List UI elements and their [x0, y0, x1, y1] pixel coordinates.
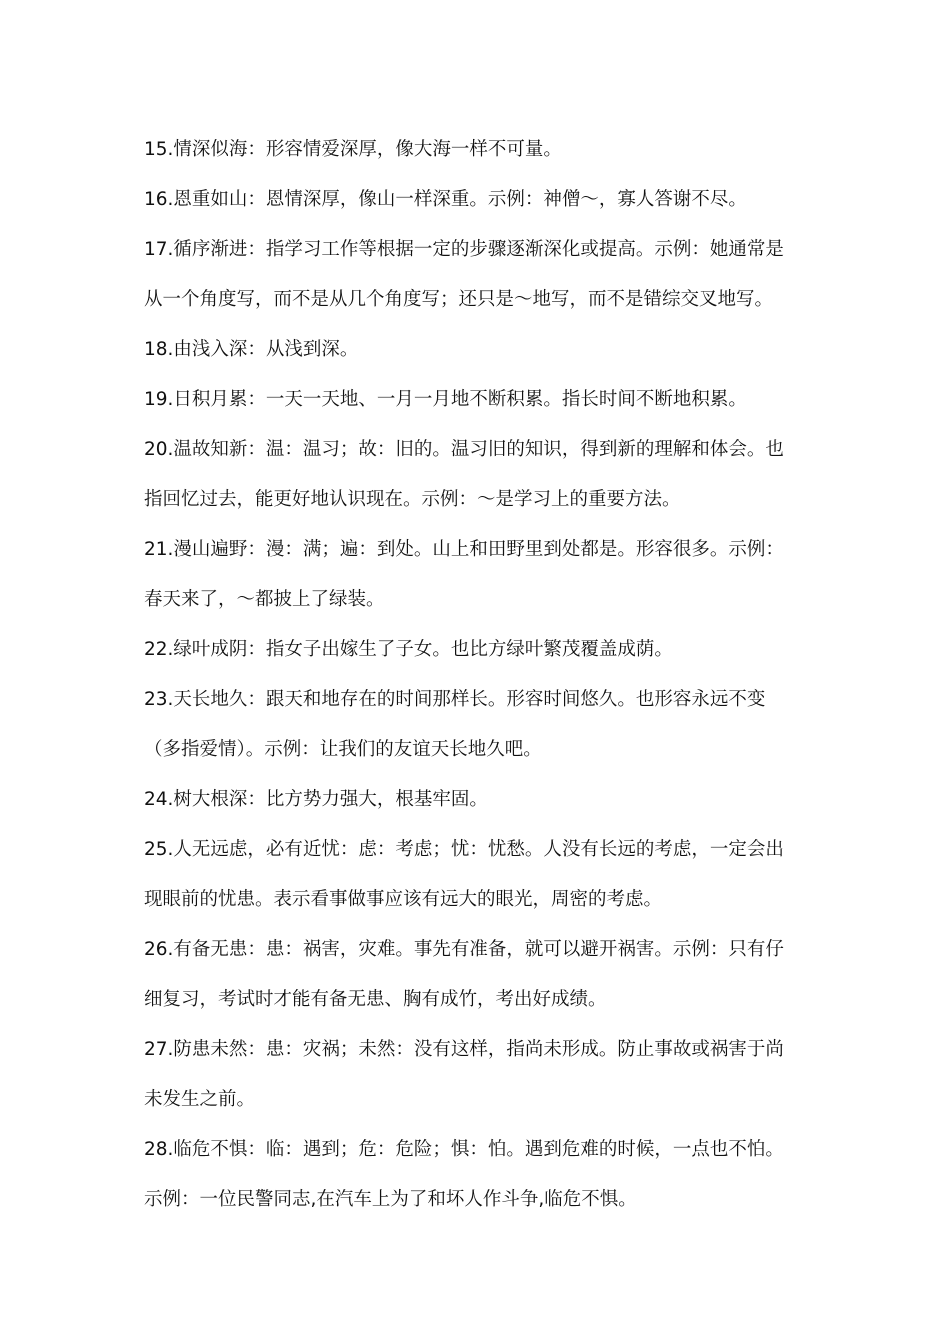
text-line: 15.情深似海：形容情爱深厚，像大海一样不可量。: [144, 139, 562, 160]
text-line: 17.循序渐进：指学习工作等根据一定的步骤逐渐深化或提高。示例：她通常是: [144, 239, 784, 260]
text-line: 示例：一位民警同志,在汽车上为了和坏人作斗争,临危不惧。: [144, 1189, 637, 1210]
text-line: 22.绿叶成阴：指女子出嫁生了子女。也比方绿叶繁茂覆盖成荫。: [144, 639, 673, 660]
text-line: 20.温故知新：温：温习；故：旧的。温习旧的知识，得到新的理解和体会。也: [144, 439, 784, 460]
text-line: 24.树大根深：比方势力强大，根基牢固。: [144, 789, 488, 810]
text-line: 春天来了，～都披上了绿装。: [144, 589, 385, 610]
text-line: 25.人无远虑，必有近忧：虑：考虑；忧：忧愁。人没有长远的考虑，一定会出: [144, 839, 784, 860]
text-line: 27.防患未然：患：灾祸；未然：没有这样，指尚未形成。防止事故或祸害于尚: [144, 1039, 784, 1060]
text-line: 16.恩重如山：恩情深厚，像山一样深重。示例：神僧～，寡人答谢不尽。: [144, 189, 747, 210]
text-line: 指回忆过去，能更好地认识现在。示例：～是学习上的重要方法。: [144, 489, 681, 510]
text-line: 从一个角度写，而不是从几个角度写；还只是～地写，而不是错综交叉地写。: [144, 289, 774, 310]
text-line: 未发生之前。: [144, 1089, 256, 1110]
text-line: 26.有备无患：患：祸害，灾难。事先有准备，就可以避开祸害。示例：只有仔: [144, 939, 784, 960]
text-line: 细复习，考试时才能有备无患、胸有成竹，考出好成绩。: [144, 989, 607, 1010]
text-line: 21.漫山遍野：漫：满；遍：到处。山上和田野里到处都是。形容很多。示例：: [144, 539, 784, 560]
text-line: 28.临危不惧：临：遇到；危：危险；惧：怕。遇到危难的时候，一点也不怕。: [144, 1139, 784, 1160]
text-line: 23.天长地久：跟天和地存在的时间那样长。形容时间悠久。也形容永远不变: [144, 689, 766, 710]
text-line: （多指爱情）。示例：让我们的友谊天长地久吧。: [144, 739, 542, 760]
text-line: 19.日积月累：一天一天地、一月一月地不断积累。指长时间不断地积累。: [144, 389, 747, 410]
text-line: 现眼前的忧患。表示看事做事应该有远大的眼光，周密的考虑。: [144, 889, 663, 910]
text-line: 18.由浅入深：从浅到深。: [144, 339, 359, 360]
idiom-text-body: [144, 125, 816, 1225]
